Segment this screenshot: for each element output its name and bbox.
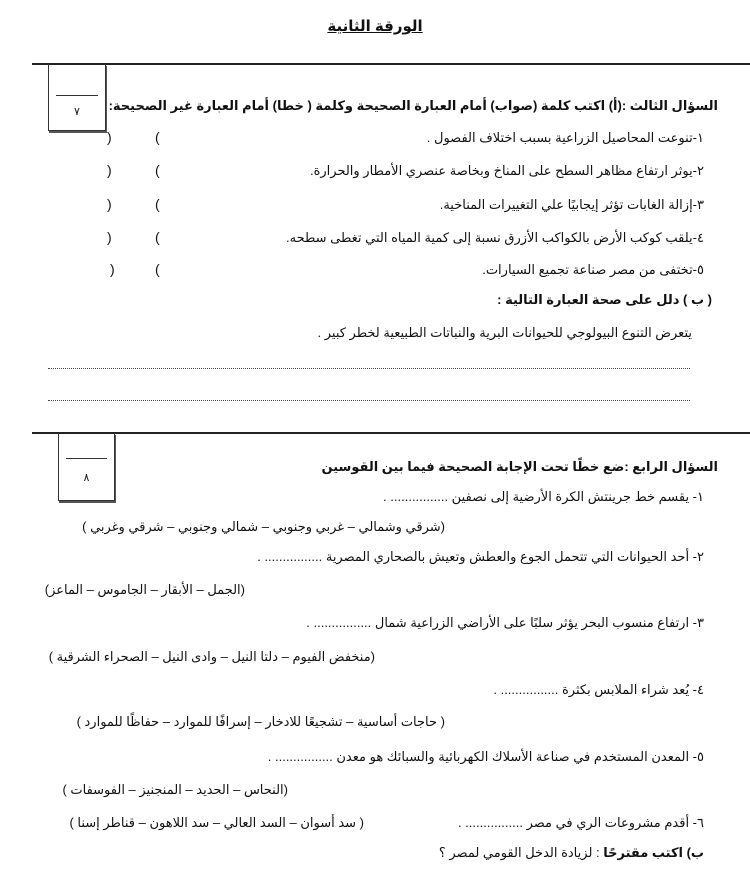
- q4-question: ٢- أحد الحيوانات التي تتحمل الجوع والعطش وتعيش بالصحاري المصرية ................ .: [257, 549, 704, 564]
- q3-item: ٢-يوثر ارتفاع مظاهر السطح على المناخ وبخاصة عنصري الأمطار والحرارة.: [309, 163, 704, 178]
- section-divider: [32, 63, 750, 65]
- q4-part-b-text: : لزيادة الدخل القومي لمصر ؟: [438, 845, 604, 860]
- answer-line[interactable]: [48, 368, 690, 369]
- q4-question: ٣- ارتفاع منسوب البحر يؤثر سلبًا على الأراضي الزراعية شمال ................ .: [306, 615, 704, 630]
- page-title: الورقة الثانية: [327, 18, 423, 35]
- q3-item: ٥-تختفى من مصر صناعة تجميع السيارات.: [482, 262, 704, 277]
- q4-question: ٦- أقدم مشروعات الري في مصر ................ .: [457, 815, 704, 830]
- score-value: ٨: [83, 472, 90, 484]
- q4-question: ١- يقسم خط جرينتش الكرة الأرضية إلى نصفين ................ .: [383, 489, 704, 504]
- q4-options[interactable]: ( حاجات أساسية – تشجيعًا للادخار – إسرافًا للموارد – حفاظًا للموارد ): [76, 714, 445, 729]
- q4-options[interactable]: (شرقي وشمالي – غربي وجنوبي – شمالي وجنوبي – شرقي وغربي ): [82, 519, 445, 534]
- q3-heading: السؤال الثالث :(أ) اكتب كلمة (صواب) أمام العبارة الصحيحة وكلمة ( خطا) أمام العبارة غير الصحيحة:: [108, 98, 718, 113]
- q4-part-b: [439, 844, 704, 862]
- q3-part-b-heading: ( ب ) دلل على صحة العبارة التالية :: [497, 292, 712, 307]
- q4-question: ٥- المعدن المستخدم في صناعة الأسلاك الكهربائية والسبائك هو معدن ................ .: [267, 749, 704, 764]
- q3-part-b-statement: يتعرض التنوع البيولوجي للحيوانات البرية والنباتات الطبيعية لخطر كبير .: [317, 325, 692, 340]
- q3-item: ١-تنوعت المحاصيل الزراعية بسبب اختلاف الفصول .: [426, 130, 704, 145]
- q4-options[interactable]: (الجمل – الأبقار – الجاموس – الماعز): [44, 582, 245, 597]
- score-box-q3: [48, 64, 106, 131]
- score-box-q4: [58, 433, 115, 501]
- q4-options[interactable]: (النحاس – الحديد – المنجنيز – الفوسفات ): [62, 782, 288, 797]
- q4-part-b-label: ب) اكتب مقترحًا: [603, 845, 704, 860]
- q4-options[interactable]: ( سد أسوان – السد العالي – سد اللاهون – قناطر إسنا ): [69, 815, 364, 830]
- score-value: ٧: [74, 106, 80, 118]
- q3-item: ٤-يلقب كوكب الأرض بالكواكب الأزرق نسبة إلى كمية المياه التي تغطى سطحه.: [285, 230, 704, 245]
- q3-item: ٣-إزالة الغابات تؤثر إيجابيًا علي التغييرات المناخية.: [439, 197, 704, 212]
- q4-heading: السؤال الرابع :ضع خطًا تحت الإجابة الصحيحة فيما بين القوسين: [321, 459, 718, 474]
- q4-options[interactable]: (منخفض الفيوم – دلتا النيل – وادى النيل – الصحراء الشرقية ): [48, 649, 375, 664]
- q4-question: ٤- يُعد شراء الملابس بكثرة ................ .: [493, 682, 704, 697]
- answer-line[interactable]: [48, 400, 690, 401]
- section-divider: [32, 432, 750, 434]
